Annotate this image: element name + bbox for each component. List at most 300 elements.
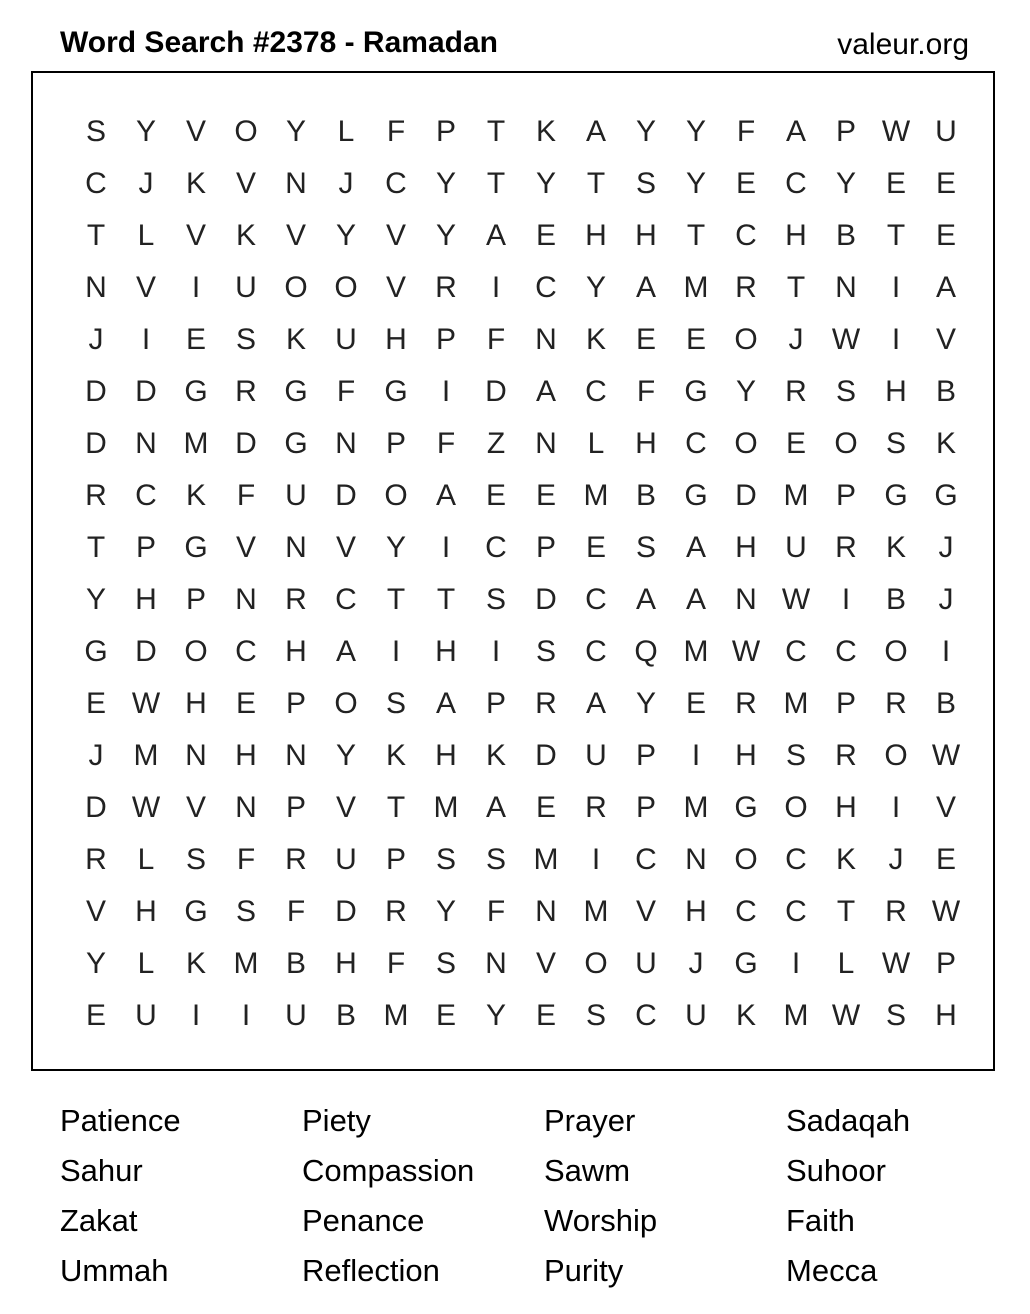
grid-letter[interactable]: H <box>385 323 407 356</box>
grid-letter[interactable]: G <box>84 635 108 668</box>
grid-letter[interactable]: K <box>585 323 606 356</box>
grid-letter[interactable]: N <box>135 427 157 460</box>
grid-letter[interactable]: R <box>285 583 307 616</box>
grid-letter[interactable]: A <box>685 531 706 564</box>
grid-letter[interactable]: U <box>285 999 307 1032</box>
grid-letter[interactable]: F <box>736 115 756 148</box>
grid-letter[interactable]: E <box>535 479 556 512</box>
grid-letter[interactable]: Y <box>485 999 506 1032</box>
grid-letter[interactable]: A <box>935 271 956 304</box>
grid-letter[interactable]: I <box>241 999 251 1032</box>
grid-letter[interactable]: V <box>635 895 656 928</box>
grid-letter[interactable]: R <box>735 687 757 720</box>
grid-letter[interactable]: F <box>236 479 256 512</box>
grid-letter[interactable]: H <box>135 895 157 928</box>
grid-letter[interactable]: N <box>185 739 207 772</box>
grid-letter[interactable]: A <box>485 791 506 824</box>
grid-letter[interactable]: S <box>535 635 556 668</box>
grid-letter[interactable]: O <box>334 271 358 304</box>
grid-letter[interactable]: Y <box>685 167 706 200</box>
grid-letter[interactable]: R <box>435 271 457 304</box>
grid-letter[interactable]: C <box>685 427 707 460</box>
grid-letter[interactable]: C <box>85 167 107 200</box>
grid-letter[interactable]: T <box>486 115 506 148</box>
grid-letter[interactable]: I <box>491 635 501 668</box>
grid-letter[interactable]: H <box>335 947 357 980</box>
grid-letter[interactable]: S <box>385 687 406 720</box>
grid-letter[interactable]: E <box>435 999 456 1032</box>
grid-letter[interactable]: Y <box>435 219 456 252</box>
grid-letter[interactable]: P <box>635 791 656 824</box>
grid-letter[interactable]: C <box>585 375 607 408</box>
grid-letter[interactable]: I <box>891 791 901 824</box>
grid-letter[interactable]: D <box>535 739 557 772</box>
grid-letter[interactable]: O <box>234 115 258 148</box>
grid-letter[interactable]: S <box>485 843 506 876</box>
grid-letter[interactable]: V <box>535 947 556 980</box>
grid-letter[interactable]: A <box>685 583 706 616</box>
grid-letter[interactable]: M <box>683 791 709 824</box>
grid-letter[interactable]: M <box>433 791 459 824</box>
grid-letter[interactable]: N <box>85 271 107 304</box>
grid-letter[interactable]: C <box>785 167 807 200</box>
grid-letter[interactable]: F <box>386 947 406 980</box>
grid-letter[interactable]: S <box>785 739 806 772</box>
grid-letter[interactable]: F <box>436 427 456 460</box>
grid-letter[interactable]: L <box>137 219 155 252</box>
grid-letter[interactable]: E <box>235 687 256 720</box>
grid-letter[interactable]: K <box>235 219 256 252</box>
grid-letter[interactable]: N <box>285 531 307 564</box>
grid-letter[interactable]: A <box>585 687 606 720</box>
grid-letter[interactable]: O <box>384 479 408 512</box>
grid-letter[interactable]: C <box>335 583 357 616</box>
grid-letter[interactable]: H <box>835 791 857 824</box>
grid-letter[interactable]: A <box>435 687 456 720</box>
grid-letter[interactable]: I <box>891 323 901 356</box>
grid-letter[interactable]: C <box>235 635 257 668</box>
grid-letter[interactable]: F <box>286 895 306 928</box>
grid-letter[interactable]: P <box>285 791 306 824</box>
grid-letter[interactable]: R <box>885 895 907 928</box>
grid-letter[interactable]: H <box>135 583 157 616</box>
grid-letter[interactable]: A <box>335 635 356 668</box>
grid-letter[interactable]: R <box>835 739 857 772</box>
grid-letter[interactable]: H <box>285 635 307 668</box>
grid-letter[interactable]: B <box>935 375 956 408</box>
grid-letter[interactable]: E <box>935 843 956 876</box>
grid-letter[interactable]: R <box>585 791 607 824</box>
grid-letter[interactable]: P <box>635 739 656 772</box>
grid-letter[interactable]: F <box>336 375 356 408</box>
grid-letter[interactable]: J <box>888 843 904 876</box>
grid-letter[interactable]: F <box>386 115 406 148</box>
grid-letter[interactable]: A <box>635 583 656 616</box>
grid-letter[interactable]: O <box>184 635 208 668</box>
grid-letter[interactable]: O <box>834 427 858 460</box>
grid-letter[interactable]: K <box>835 843 856 876</box>
grid-letter[interactable]: J <box>88 739 104 772</box>
grid-letter[interactable]: L <box>837 947 855 980</box>
grid-letter[interactable]: M <box>683 635 709 668</box>
grid-letter[interactable]: O <box>884 635 908 668</box>
grid-letter[interactable]: Y <box>535 167 556 200</box>
grid-letter[interactable]: P <box>435 115 456 148</box>
grid-letter[interactable]: T <box>86 531 106 564</box>
grid-letter[interactable]: C <box>635 999 657 1032</box>
grid-letter[interactable]: M <box>583 479 609 512</box>
grid-letter[interactable]: P <box>435 323 456 356</box>
grid-letter[interactable]: H <box>635 427 657 460</box>
grid-letter[interactable]: H <box>885 375 907 408</box>
grid-letter[interactable]: J <box>938 583 954 616</box>
grid-letter[interactable]: E <box>935 167 956 200</box>
grid-letter[interactable]: B <box>835 219 856 252</box>
grid-letter[interactable]: P <box>135 531 156 564</box>
grid-letter[interactable]: T <box>386 583 406 616</box>
grid-letter[interactable]: C <box>735 219 757 252</box>
grid-letter[interactable]: H <box>685 895 707 928</box>
grid-letter[interactable]: Y <box>585 271 606 304</box>
grid-letter[interactable]: B <box>635 479 656 512</box>
grid-letter[interactable]: U <box>235 271 257 304</box>
grid-letter[interactable]: S <box>635 167 656 200</box>
grid-letter[interactable]: D <box>335 895 357 928</box>
grid-letter[interactable]: H <box>785 219 807 252</box>
grid-letter[interactable]: C <box>135 479 157 512</box>
grid-letter[interactable]: V <box>385 219 406 252</box>
grid-letter[interactable]: H <box>185 687 207 720</box>
grid-letter[interactable]: G <box>684 375 708 408</box>
grid-letter[interactable]: Q <box>634 635 658 668</box>
grid-letter[interactable]: Y <box>685 115 706 148</box>
grid-letter[interactable]: M <box>133 739 159 772</box>
grid-letter[interactable]: Y <box>835 167 856 200</box>
grid-letter[interactable]: D <box>235 427 257 460</box>
grid-letter[interactable]: C <box>585 583 607 616</box>
grid-letter[interactable]: T <box>786 271 806 304</box>
grid-letter[interactable]: O <box>734 427 758 460</box>
grid-letter[interactable]: N <box>835 271 857 304</box>
grid-letter[interactable]: G <box>734 791 758 824</box>
grid-letter[interactable]: P <box>835 687 856 720</box>
grid-letter[interactable]: D <box>335 479 357 512</box>
grid-letter[interactable]: O <box>584 947 608 980</box>
grid-letter[interactable]: G <box>684 479 708 512</box>
grid-letter[interactable]: S <box>235 895 256 928</box>
grid-letter[interactable]: R <box>785 375 807 408</box>
grid-letter[interactable]: D <box>85 375 107 408</box>
grid-letter[interactable]: G <box>184 375 208 408</box>
grid-letter[interactable]: A <box>635 271 656 304</box>
grid-letter[interactable]: G <box>384 375 408 408</box>
grid-letter[interactable]: Y <box>635 115 656 148</box>
grid-letter[interactable]: P <box>285 687 306 720</box>
grid-letter[interactable]: S <box>885 427 906 460</box>
grid-letter[interactable]: F <box>236 843 256 876</box>
grid-letter[interactable]: K <box>385 739 406 772</box>
grid-letter[interactable]: C <box>535 271 557 304</box>
grid-letter[interactable]: T <box>86 219 106 252</box>
grid-letter[interactable]: Y <box>85 947 106 980</box>
grid-letter[interactable]: D <box>135 375 157 408</box>
grid-letter[interactable]: V <box>185 791 206 824</box>
grid-letter[interactable]: Y <box>635 687 656 720</box>
grid-letter[interactable]: Y <box>435 895 456 928</box>
grid-letter[interactable]: G <box>884 479 908 512</box>
grid-letter[interactable]: Y <box>335 739 356 772</box>
grid-letter[interactable]: C <box>785 895 807 928</box>
grid-letter[interactable]: L <box>137 843 155 876</box>
grid-letter[interactable]: K <box>735 999 756 1032</box>
grid-letter[interactable]: I <box>841 583 851 616</box>
grid-letter[interactable]: E <box>635 323 656 356</box>
grid-letter[interactable]: S <box>185 843 206 876</box>
grid-letter[interactable]: H <box>935 999 957 1032</box>
grid-letter[interactable]: G <box>284 375 308 408</box>
grid-letter[interactable]: W <box>781 583 811 616</box>
grid-letter[interactable]: F <box>486 323 506 356</box>
grid-letter[interactable]: I <box>791 947 801 980</box>
grid-letter[interactable]: K <box>185 947 206 980</box>
grid-letter[interactable]: Z <box>486 427 506 460</box>
grid-letter[interactable]: V <box>935 791 956 824</box>
grid-letter[interactable]: W <box>881 947 911 980</box>
grid-letter[interactable]: D <box>535 583 557 616</box>
grid-letter[interactable]: N <box>485 947 507 980</box>
grid-letter[interactable]: P <box>385 427 406 460</box>
grid-letter[interactable]: V <box>335 791 356 824</box>
grid-letter[interactable]: N <box>235 583 257 616</box>
grid-letter[interactable]: I <box>391 635 401 668</box>
grid-letter[interactable]: C <box>485 531 507 564</box>
grid-letter[interactable]: H <box>235 739 257 772</box>
grid-letter[interactable]: S <box>235 323 256 356</box>
grid-letter[interactable]: M <box>783 687 809 720</box>
grid-letter[interactable]: T <box>436 583 456 616</box>
grid-letter[interactable]: M <box>583 895 609 928</box>
grid-letter[interactable]: V <box>135 271 156 304</box>
grid-letter[interactable]: Y <box>735 375 756 408</box>
grid-letter[interactable]: I <box>441 531 451 564</box>
grid-letter[interactable]: S <box>585 999 606 1032</box>
grid-letter[interactable]: K <box>185 167 206 200</box>
grid-letter[interactable]: N <box>335 427 357 460</box>
grid-letter[interactable]: R <box>535 687 557 720</box>
grid-letter[interactable]: J <box>688 947 704 980</box>
grid-letter[interactable]: N <box>285 167 307 200</box>
grid-letter[interactable]: N <box>735 583 757 616</box>
grid-letter[interactable]: J <box>938 531 954 564</box>
grid-letter[interactable]: K <box>535 115 556 148</box>
grid-letter[interactable]: T <box>486 167 506 200</box>
grid-letter[interactable]: M <box>683 271 709 304</box>
grid-letter[interactable]: Y <box>85 583 106 616</box>
grid-letter[interactable]: N <box>535 895 557 928</box>
grid-letter[interactable]: R <box>885 687 907 720</box>
grid-letter[interactable]: C <box>635 843 657 876</box>
grid-letter[interactable]: L <box>137 947 155 980</box>
grid-letter[interactable]: E <box>735 167 756 200</box>
grid-letter[interactable]: D <box>735 479 757 512</box>
grid-letter[interactable]: K <box>885 531 906 564</box>
grid-letter[interactable]: N <box>235 791 257 824</box>
grid-letter[interactable]: H <box>585 219 607 252</box>
grid-letter[interactable]: E <box>585 531 606 564</box>
grid-letter[interactable]: H <box>435 739 457 772</box>
grid-letter[interactable]: A <box>785 115 806 148</box>
grid-letter[interactable]: V <box>85 895 106 928</box>
grid-letter[interactable]: M <box>783 999 809 1032</box>
grid-letter[interactable]: T <box>586 167 606 200</box>
grid-letter[interactable]: M <box>183 427 209 460</box>
grid-letter[interactable]: V <box>935 323 956 356</box>
grid-letter[interactable]: G <box>284 427 308 460</box>
grid-letter[interactable]: I <box>191 271 201 304</box>
grid-letter[interactable]: V <box>185 115 206 148</box>
grid-letter[interactable]: R <box>235 375 257 408</box>
grid-letter[interactable]: K <box>285 323 306 356</box>
grid-letter[interactable]: A <box>435 479 456 512</box>
grid-letter[interactable]: W <box>731 635 761 668</box>
grid-letter[interactable]: B <box>285 947 306 980</box>
grid-letter[interactable]: E <box>935 219 956 252</box>
grid-letter[interactable]: J <box>338 167 354 200</box>
grid-letter[interactable]: H <box>435 635 457 668</box>
grid-letter[interactable]: C <box>835 635 857 668</box>
grid-letter[interactable]: I <box>191 999 201 1032</box>
grid-letter[interactable]: E <box>535 791 556 824</box>
grid-letter[interactable]: R <box>385 895 407 928</box>
grid-letter[interactable]: A <box>485 219 506 252</box>
grid-letter[interactable]: N <box>535 427 557 460</box>
grid-letter[interactable]: W <box>831 999 861 1032</box>
grid-letter[interactable]: G <box>734 947 758 980</box>
grid-letter[interactable]: V <box>385 271 406 304</box>
grid-letter[interactable]: Y <box>285 115 306 148</box>
grid-letter[interactable]: N <box>685 843 707 876</box>
grid-letter[interactable]: E <box>885 167 906 200</box>
grid-letter[interactable]: V <box>235 531 256 564</box>
grid-letter[interactable]: I <box>441 375 451 408</box>
grid-letter[interactable]: C <box>735 895 757 928</box>
grid-letter[interactable]: K <box>185 479 206 512</box>
grid-letter[interactable]: A <box>585 115 606 148</box>
grid-letter[interactable]: N <box>285 739 307 772</box>
grid-letter[interactable]: O <box>734 843 758 876</box>
grid-letter[interactable]: E <box>85 687 106 720</box>
grid-letter[interactable]: E <box>185 323 206 356</box>
grid-letter[interactable]: T <box>836 895 856 928</box>
grid-letter[interactable]: S <box>635 531 656 564</box>
grid-letter[interactable]: O <box>284 271 308 304</box>
grid-letter[interactable]: M <box>533 843 559 876</box>
grid-letter[interactable]: S <box>485 583 506 616</box>
grid-letter[interactable]: M <box>233 947 259 980</box>
grid-letter[interactable]: I <box>691 739 701 772</box>
grid-letter[interactable]: P <box>385 843 406 876</box>
grid-letter[interactable]: H <box>735 531 757 564</box>
grid-letter[interactable]: U <box>635 947 657 980</box>
grid-letter[interactable]: D <box>85 791 107 824</box>
grid-letter[interactable]: S <box>435 947 456 980</box>
grid-letter[interactable]: P <box>185 583 206 616</box>
grid-letter[interactable]: I <box>491 271 501 304</box>
grid-letter[interactable]: P <box>835 115 856 148</box>
grid-letter[interactable]: D <box>85 427 107 460</box>
grid-letter[interactable]: J <box>88 323 104 356</box>
grid-letter[interactable]: E <box>685 687 706 720</box>
grid-letter[interactable]: T <box>886 219 906 252</box>
grid-letter[interactable]: I <box>591 843 601 876</box>
grid-letter[interactable]: C <box>585 635 607 668</box>
grid-letter[interactable]: D <box>135 635 157 668</box>
grid-letter[interactable]: E <box>685 323 706 356</box>
grid-letter[interactable]: G <box>184 531 208 564</box>
grid-letter[interactable]: C <box>785 635 807 668</box>
grid-letter[interactable]: S <box>435 843 456 876</box>
grid-letter[interactable]: M <box>783 479 809 512</box>
grid-letter[interactable]: S <box>835 375 856 408</box>
grid-letter[interactable]: O <box>734 323 758 356</box>
grid-letter[interactable]: G <box>934 479 958 512</box>
grid-letter[interactable]: T <box>386 791 406 824</box>
grid-letter[interactable]: Y <box>385 531 406 564</box>
grid-letter[interactable]: A <box>535 375 556 408</box>
grid-letter[interactable]: K <box>935 427 956 460</box>
grid-letter[interactable]: E <box>785 427 806 460</box>
grid-letter[interactable]: U <box>135 999 157 1032</box>
grid-letter[interactable]: P <box>535 531 556 564</box>
grid-letter[interactable]: R <box>735 271 757 304</box>
grid-letter[interactable]: N <box>535 323 557 356</box>
grid-letter[interactable]: E <box>535 219 556 252</box>
grid-letter[interactable]: U <box>935 115 957 148</box>
grid-letter[interactable]: V <box>285 219 306 252</box>
grid-letter[interactable]: Y <box>335 219 356 252</box>
grid-letter[interactable]: O <box>334 687 358 720</box>
grid-letter[interactable]: U <box>785 531 807 564</box>
grid-letter[interactable]: E <box>535 999 556 1032</box>
grid-letter[interactable]: J <box>788 323 804 356</box>
grid-letter[interactable]: U <box>285 479 307 512</box>
grid-letter[interactable]: I <box>891 271 901 304</box>
grid-letter[interactable]: U <box>585 739 607 772</box>
grid-letter[interactable]: U <box>685 999 707 1032</box>
grid-letter[interactable]: V <box>335 531 356 564</box>
grid-letter[interactable]: O <box>784 791 808 824</box>
grid-letter[interactable]: E <box>485 479 506 512</box>
grid-letter[interactable]: W <box>831 323 861 356</box>
grid-letter[interactable]: W <box>931 739 961 772</box>
grid-letter[interactable]: C <box>785 843 807 876</box>
grid-letter[interactable]: F <box>636 375 656 408</box>
grid-letter[interactable]: D <box>485 375 507 408</box>
grid-letter[interactable]: S <box>85 115 106 148</box>
grid-letter[interactable]: Y <box>435 167 456 200</box>
grid-letter[interactable]: W <box>131 687 161 720</box>
grid-letter[interactable]: S <box>885 999 906 1032</box>
grid-letter[interactable]: H <box>735 739 757 772</box>
grid-letter[interactable]: L <box>337 115 355 148</box>
grid-letter[interactable]: L <box>587 427 605 460</box>
grid-letter[interactable]: M <box>383 999 409 1032</box>
grid-letter[interactable]: P <box>835 479 856 512</box>
grid-letter[interactable]: W <box>881 115 911 148</box>
grid-letter[interactable]: Y <box>135 115 156 148</box>
grid-letter[interactable]: E <box>85 999 106 1032</box>
grid-letter[interactable]: R <box>835 531 857 564</box>
